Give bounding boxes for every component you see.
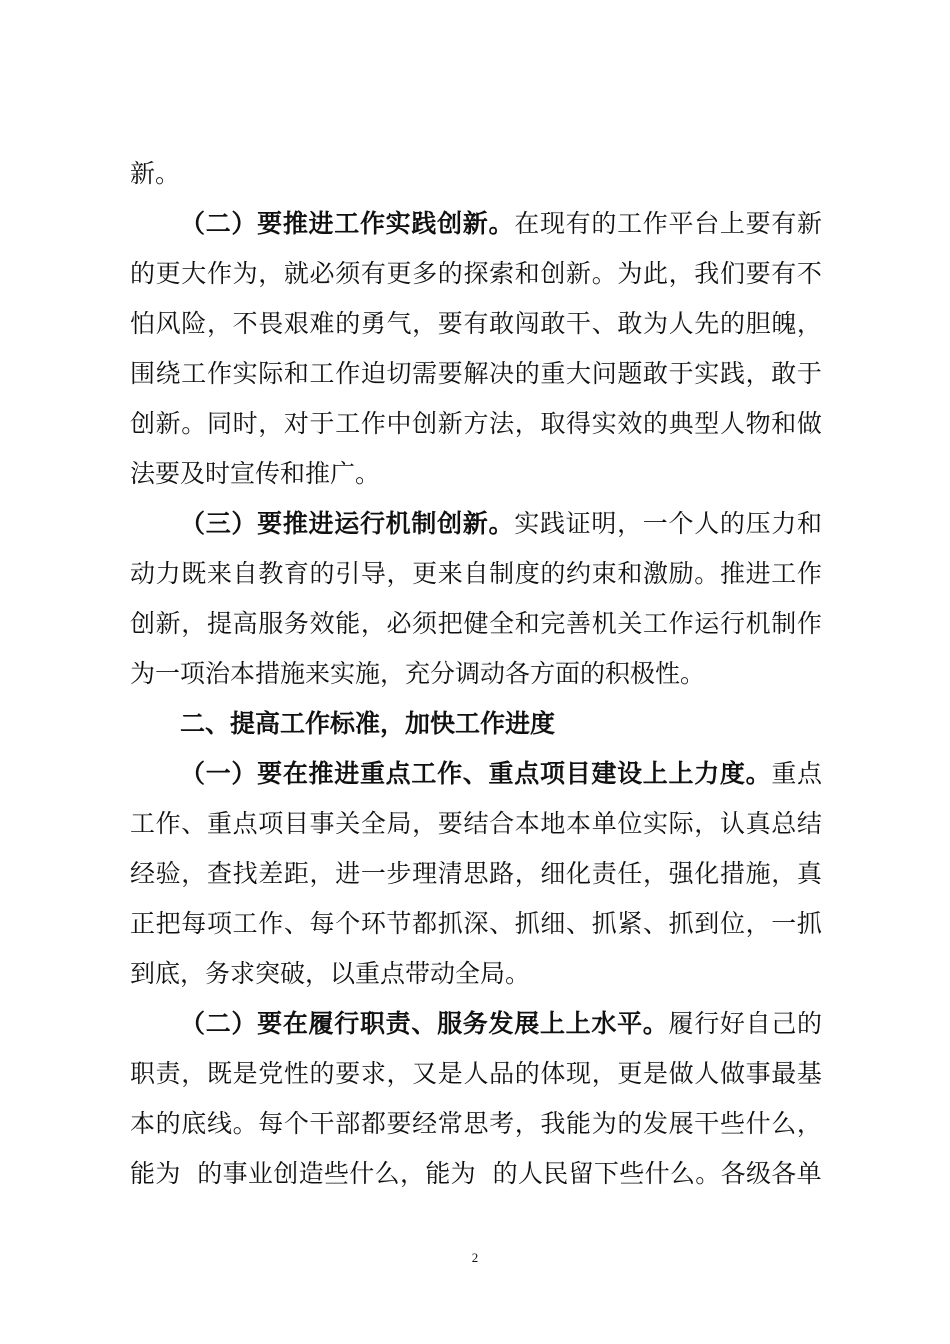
text-line-15: 经验，查找差距，进一步理清思路，细化责任，强化措施，真 xyxy=(130,859,823,888)
text-line-10: 创新，提高服务效能，必须把健全和完善机关工作运行机制作 xyxy=(130,609,823,638)
subheading-2-2: （二）要在履行职责、服务发展上上水平。 xyxy=(180,1009,669,1038)
text-line-16: 正把每项工作、每个环节都抓深、抓细、抓紧、抓到位，一抓 xyxy=(130,909,823,938)
text-line-8: （三）要推进运行机制创新。实践证明，一个人的压力和 xyxy=(180,509,823,538)
text-line-11: 为一项治本措施来实施，充分调动各方面的积极性。 xyxy=(130,659,706,688)
text-line-4: 怕风险，不畏艰难的勇气，要有敢闯敢干、敢为人先的胆魄， xyxy=(130,309,823,338)
page-number: 2 xyxy=(471,1250,479,1265)
text-line-5: 围绕工作实际和工作迫切需要解决的重大问题敢于实践，敢于 xyxy=(130,359,823,388)
text-line-1: 新。 xyxy=(130,159,181,188)
text-line-2: （二）要推进工作实践创新。在现有的工作平台上要有新 xyxy=(180,209,823,238)
text-line-19: 职责，既是党性的要求，又是人品的体现，更是做人做事最基 xyxy=(130,1059,823,1088)
text-line-14: 工作、重点项目事关全局，要结合本地本单位实际，认真总结 xyxy=(130,809,823,838)
text-line-21: 能为 的事业创造些什么，能为 的人民留下些什么。各级各单 xyxy=(130,1159,822,1188)
subheading-2-1: （一）要在推进重点工作、重点项目建设上上力度。 xyxy=(180,759,772,788)
text-line-9: 动力既来自教育的引导，更来自制度的约束和激励。推进工作 xyxy=(130,559,823,588)
text-line-18: （二）要在履行职责、服务发展上上水平。履行好自己的 xyxy=(180,1009,823,1038)
subheading-1-2: （二）要推进工作实践创新。 xyxy=(180,209,515,238)
subheading-1-3: （三）要推进运行机制创新。 xyxy=(180,509,515,538)
text-line-3: 的更大作为，就必须有更多的探索和创新。为此，我们要有不 xyxy=(130,259,823,288)
text-line-17: 到底，务求突破，以重点带动全局。 xyxy=(130,959,531,988)
text-line-20: 本的底线。每个干部都要经常思考，我能为的发展干些什么， xyxy=(130,1109,823,1138)
section-heading-2: 二、提高工作标准，加快工作进度 xyxy=(180,709,556,738)
text-line-6: 创新。同时，对于工作中创新方法，取得实效的典型人物和做 xyxy=(130,409,823,438)
text-line-13: （一）要在推进重点工作、重点项目建设上上力度。重点 xyxy=(180,759,823,788)
text-line-7: 法要及时宣传和推广。 xyxy=(130,459,381,488)
